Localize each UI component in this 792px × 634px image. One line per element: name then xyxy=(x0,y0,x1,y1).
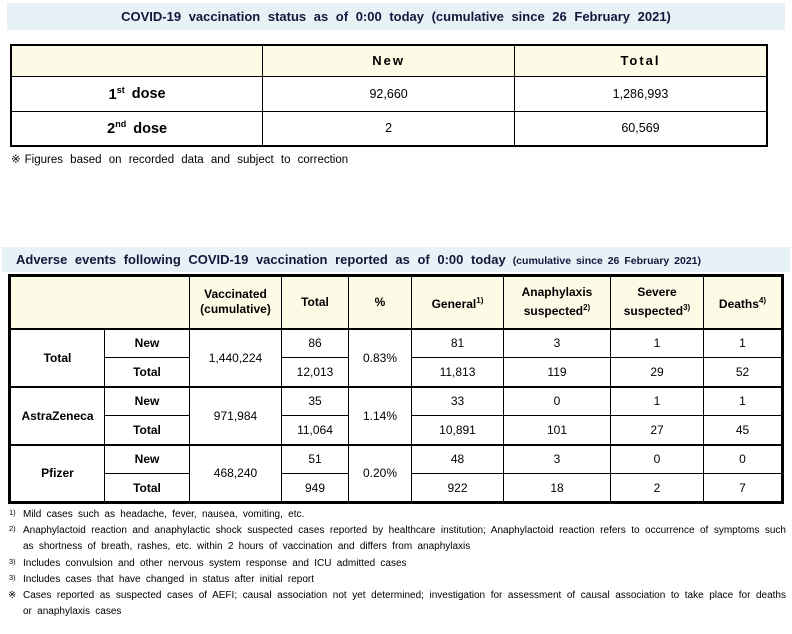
adverse-events-title: Adverse events following COVID-19 vaccination reported as of 0:00 today xyxy=(16,252,506,267)
pfizer-new-general: 48 xyxy=(412,445,504,474)
astrazeneca-percent: 1.14% xyxy=(349,387,412,445)
total-new-total: 86 xyxy=(282,329,349,358)
group-label-total: Total xyxy=(10,329,105,387)
footnote-5 xyxy=(8,588,786,620)
total-cum-general: 11,813 xyxy=(412,358,504,387)
astrazeneca-new-total: 35 xyxy=(282,387,349,416)
empty-header-cell xyxy=(10,276,190,329)
footnote-marker: 2) xyxy=(9,524,16,534)
total-percent: 0.83% xyxy=(349,329,412,387)
adverse-events-title-bar xyxy=(2,247,790,272)
footnote-ref-1: 1) xyxy=(476,295,484,305)
astrazeneca-new-anaphylaxis: 0 xyxy=(504,387,611,416)
pfizer-new-row xyxy=(10,445,783,474)
second-dose-label xyxy=(11,111,263,146)
correction-note xyxy=(11,152,792,166)
dose-ordinal-suffix: nd xyxy=(115,119,127,130)
dose-number: 2 xyxy=(107,121,116,138)
footnote-text: Includes cases that have changed in status after initial report xyxy=(23,573,314,585)
total-new-severe: 1 xyxy=(611,329,704,358)
group-label-astrazeneca: AstraZeneca xyxy=(10,387,105,445)
footnote-text: Anaphylactoid reaction and anaphylactic shock suspected cases reported by healthcare institution; Anaphylactoid reaction refers to occurrence of symptoms such as shortness of breath, rashes, etc. within 2 hours of vaccination and differs from anaphylaxis xyxy=(23,525,786,553)
col-header-new: New xyxy=(263,45,515,76)
col-header-anaphylaxis: Anaphylaxis suspected$^{2)}$ xyxy=(504,276,611,329)
dose-word: dose xyxy=(133,121,168,138)
footnote-2 xyxy=(8,523,786,555)
footnote-ref-4: 4) xyxy=(758,295,767,305)
empty-header-cell xyxy=(11,45,263,76)
vaccination-status-title: COVID-19 vaccination status as of 0:00 today (cumulative since 26 February 2021) xyxy=(121,9,671,24)
col-header-general: General$^{1)}$ xyxy=(412,276,504,329)
reference-mark: ※ xyxy=(11,154,21,166)
row-label-new: New xyxy=(105,329,190,358)
footnote-text: Mild cases such as headache, fever, nausea, vomiting, etc. xyxy=(23,509,305,520)
col-header-total: Total xyxy=(514,45,767,76)
first-dose-total-value: 1,286,993 xyxy=(514,76,767,111)
first-dose-new-value: 92,660 xyxy=(263,76,515,111)
vaccination-status-table xyxy=(10,44,768,147)
pfizer-cum-anaphylaxis: 18 xyxy=(504,474,611,503)
astrazeneca-vaccinated-value: 971,984 xyxy=(190,387,282,445)
pfizer-vaccinated-value: 468,240 xyxy=(190,445,282,503)
dose-number: 1 xyxy=(108,86,117,103)
footnote-marker: 3) xyxy=(9,572,16,582)
footnote-marker: 1) xyxy=(9,508,16,517)
first-dose-label xyxy=(11,76,263,111)
pfizer-cum-total: 949 xyxy=(282,474,349,503)
total-cum-total: 12,013 xyxy=(282,358,349,387)
vaccination-status-title-bar xyxy=(7,3,785,30)
col-header-percent: % xyxy=(349,276,412,329)
pfizer-new-severe: 0 xyxy=(611,445,704,474)
pfizer-new-anaphylaxis: 3 xyxy=(504,445,611,474)
adverse-events-table xyxy=(8,274,784,504)
pfizer-new-deaths: 0 xyxy=(704,445,783,474)
second-dose-new-value: 2 xyxy=(263,111,515,146)
footnote-ref-3: 3) xyxy=(683,303,691,313)
page xyxy=(0,3,792,620)
row-label-new: New xyxy=(105,445,190,474)
row-label-new: New xyxy=(105,387,190,416)
astrazeneca-new-severe: 1 xyxy=(611,387,704,416)
second-dose-total-value: 60,569 xyxy=(514,111,767,146)
first-dose-row xyxy=(11,76,767,111)
total-cum-anaphylaxis: 119 xyxy=(504,358,611,387)
astrazeneca-new-general: 33 xyxy=(412,387,504,416)
pfizer-cum-general: 922 xyxy=(412,474,504,503)
astrazeneca-cum-anaphylaxis: 101 xyxy=(504,416,611,445)
group-label-pfizer: Pfizer xyxy=(10,445,105,503)
adverse-events-header-row xyxy=(10,276,783,329)
footnote-ref-2: 2) xyxy=(583,303,591,313)
footnote-text: Cases reported as suspected cases of AEFI; causal association not yet determined; investigation for assessment of causal association to take place for deaths or anaphylaxis cases xyxy=(23,590,786,618)
col-header-deaths: Deaths$^{4)}$ xyxy=(704,276,783,329)
footnote-3 xyxy=(8,556,786,572)
vaccination-status-header-row xyxy=(11,45,767,76)
astrazeneca-cum-deaths: 45 xyxy=(704,416,783,445)
dose-ordinal-suffix: st xyxy=(116,84,125,95)
row-label-total: Total xyxy=(105,358,190,387)
total-new-row xyxy=(10,329,783,358)
second-dose-row xyxy=(11,111,767,146)
col-header-total: Total xyxy=(282,276,349,329)
astrazeneca-new-deaths: 1 xyxy=(704,387,783,416)
astrazeneca-cum-total: 11,064 xyxy=(282,416,349,445)
footnote-marker: 3) xyxy=(9,556,16,566)
astrazeneca-cum-general: 10,891 xyxy=(412,416,504,445)
footnote-1 xyxy=(8,507,786,523)
total-cum-severe: 29 xyxy=(611,358,704,387)
reference-mark: ※ xyxy=(8,590,17,602)
pfizer-new-total: 51 xyxy=(282,445,349,474)
astrazeneca-new-row xyxy=(10,387,783,416)
footnotes xyxy=(8,507,786,620)
total-new-deaths: 1 xyxy=(704,329,783,358)
total-cum-deaths: 52 xyxy=(704,358,783,387)
total-vaccinated-value: 1,440,224 xyxy=(190,329,282,387)
row-label-total: Total xyxy=(105,474,190,503)
pfizer-cum-severe: 2 xyxy=(611,474,704,503)
total-new-anaphylaxis: 3 xyxy=(504,329,611,358)
pfizer-cum-deaths: 7 xyxy=(704,474,783,503)
adverse-events-title-sub: (cumulative since 26 February 2021) xyxy=(512,255,702,267)
col-header-vaccinated: Vaccinated (cumulative) xyxy=(190,276,282,329)
footnote-4 xyxy=(8,572,786,588)
dose-word: dose xyxy=(131,86,166,103)
footnote-text: Includes convulsion and other nervous system response and ICU admitted cases xyxy=(23,557,407,569)
total-new-general: 81 xyxy=(412,329,504,358)
row-label-total: Total xyxy=(105,416,190,445)
astrazeneca-cum-severe: 27 xyxy=(611,416,704,445)
correction-note-text: Figures based on recorded data and subject to correction xyxy=(24,154,349,166)
pfizer-percent: 0.20% xyxy=(349,445,412,503)
col-header-severe: Severe suspected$^{3)}$ xyxy=(611,276,704,329)
